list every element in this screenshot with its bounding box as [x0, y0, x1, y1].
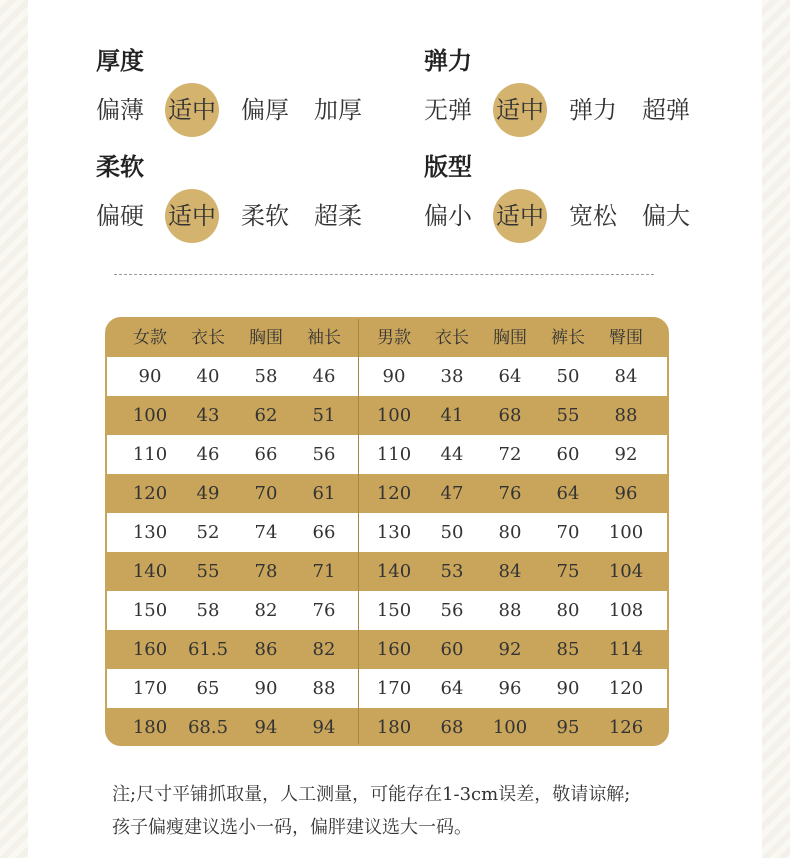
table-cell: 64 [440, 678, 464, 699]
attr-option: 偏小 [424, 202, 472, 230]
table-cell: 47 [440, 483, 464, 504]
attr-group-elasticity [424, 46, 690, 138]
table-cell: 40 [196, 366, 220, 387]
table-cell: 84 [614, 366, 638, 387]
attr-group-softness [96, 152, 362, 244]
table-cell: 140 [132, 561, 168, 582]
header-cell: 胸围 [493, 328, 527, 348]
table-cell: 46 [312, 366, 336, 387]
table-cell: 44 [440, 444, 464, 465]
table-cell: 38 [440, 366, 464, 387]
table-cell: 88 [312, 678, 336, 699]
table-cell: 160 [132, 639, 168, 660]
table-cell: 100 [132, 405, 168, 426]
attr-option-selected: 适中 [496, 82, 544, 138]
table-cell: 88 [498, 600, 522, 621]
table-cell: 41 [440, 405, 464, 426]
table-cell: 82 [312, 639, 336, 660]
header-cell: 女款 [133, 328, 167, 348]
table-cell: 53 [440, 561, 464, 582]
attr-option-selected: 适中 [496, 188, 544, 244]
table-cell: 68.5 [187, 717, 229, 738]
attr-option: 无弹 [424, 96, 472, 124]
attr-option: 超弹 [642, 96, 690, 124]
header-cell: 裤长 [551, 328, 585, 348]
table-row [107, 669, 667, 708]
table-cell: 170 [376, 678, 412, 699]
table-cell: 90 [254, 678, 278, 699]
table-cell: 120 [376, 483, 412, 504]
size-note [112, 778, 630, 844]
table-row [107, 513, 667, 552]
attr-option: 宽松 [569, 202, 617, 230]
attr-option: 偏硬 [96, 202, 144, 230]
attr-title: 弹力 [424, 47, 472, 75]
table-cell: 75 [556, 561, 580, 582]
table-cell: 80 [498, 522, 522, 543]
table-row [107, 708, 667, 746]
table-cell: 150 [376, 600, 412, 621]
table-cell: 61 [312, 483, 336, 504]
attr-title: 厚度 [96, 47, 144, 75]
attr-option-selected: 适中 [168, 82, 216, 138]
table-cell: 56 [440, 600, 464, 621]
table-cell: 55 [196, 561, 220, 582]
table-cell: 150 [132, 600, 168, 621]
table-cell: 92 [498, 639, 522, 660]
table-row [107, 396, 667, 435]
table-row [107, 474, 667, 513]
table-cell: 64 [556, 483, 580, 504]
size-table [105, 317, 669, 746]
table-cell: 94 [254, 717, 278, 738]
table-header [107, 319, 667, 357]
table-cell: 71 [312, 561, 336, 582]
header-cell: 男款 [377, 328, 411, 348]
table-cell: 58 [254, 366, 278, 387]
table-cell: 110 [132, 444, 168, 465]
note-line-2: 孩子偏瘦建议选小一码，偏胖建议选大一码。 [112, 817, 472, 838]
table-cell: 90 [556, 678, 580, 699]
table-cell: 90 [138, 366, 162, 387]
table-cell: 61.5 [187, 639, 229, 660]
table-cell: 70 [556, 522, 580, 543]
table-cell: 88 [614, 405, 638, 426]
attr-title: 版型 [424, 153, 472, 181]
table-cell: 92 [614, 444, 638, 465]
table-cell: 96 [498, 678, 522, 699]
note-line-1: 注;尺寸平铺抓取量，人工测量，可能存在1-3cm误差，敬请谅解; [112, 784, 631, 805]
table-cell: 108 [608, 600, 644, 621]
table-row [107, 630, 667, 669]
attr-option: 加厚 [314, 96, 362, 124]
table-cell: 180 [132, 717, 168, 738]
table-cell: 90 [382, 366, 406, 387]
attr-options [96, 188, 362, 244]
table-cell: 126 [608, 717, 644, 738]
table-cell: 60 [440, 639, 464, 660]
table-cell: 74 [254, 522, 278, 543]
table-cell: 100 [608, 522, 644, 543]
table-cell: 66 [312, 522, 336, 543]
dashed-divider [114, 274, 654, 275]
attr-title: 柔软 [96, 153, 144, 181]
table-cell: 95 [556, 717, 580, 738]
right-pattern-border [762, 0, 790, 858]
table-cell: 100 [376, 405, 412, 426]
table-cell: 68 [440, 717, 464, 738]
attr-option: 偏薄 [96, 96, 144, 124]
table-cell: 49 [196, 483, 220, 504]
left-pattern-border [0, 0, 28, 858]
table-row [107, 435, 667, 474]
header-cell: 衣长 [191, 328, 225, 348]
table-row [107, 552, 667, 591]
header-cell: 衣长 [435, 328, 469, 348]
header-cell: 臀围 [609, 328, 643, 348]
table-cell: 50 [556, 366, 580, 387]
table-cell: 114 [608, 639, 644, 660]
table-cell: 104 [608, 561, 644, 582]
table-cell: 120 [132, 483, 168, 504]
table-cell: 100 [492, 717, 528, 738]
attr-options [424, 188, 690, 244]
table-cell: 64 [498, 366, 522, 387]
attr-options [96, 82, 362, 138]
table-row [107, 357, 667, 396]
table-cell: 50 [440, 522, 464, 543]
table-cell: 94 [312, 717, 336, 738]
table-cell: 66 [254, 444, 278, 465]
attr-option: 超柔 [314, 202, 362, 230]
table-cell: 70 [254, 483, 278, 504]
attr-options [424, 82, 690, 138]
table-cell: 82 [254, 600, 278, 621]
table-cell: 60 [556, 444, 580, 465]
header-cell: 袖长 [307, 328, 341, 348]
table-cell: 80 [556, 600, 580, 621]
table-cell: 62 [254, 405, 278, 426]
attr-option: 偏大 [642, 202, 690, 230]
attr-group-fit [424, 152, 690, 244]
table-cell: 130 [376, 522, 412, 543]
table-cell: 72 [498, 444, 522, 465]
table-cell: 55 [556, 405, 580, 426]
table-cell: 43 [196, 405, 220, 426]
table-cell: 65 [196, 678, 220, 699]
attr-option: 柔软 [241, 202, 289, 230]
table-cell: 160 [376, 639, 412, 660]
table-cell: 58 [196, 600, 220, 621]
table-row [107, 591, 667, 630]
table-cell: 120 [608, 678, 644, 699]
table-cell: 140 [376, 561, 412, 582]
table-cell: 130 [132, 522, 168, 543]
table-center-divider [358, 319, 359, 744]
table-cell: 68 [498, 405, 522, 426]
table-cell: 76 [312, 600, 336, 621]
table-cell: 76 [498, 483, 522, 504]
table-cell: 56 [312, 444, 336, 465]
table-cell: 84 [498, 561, 522, 582]
table-cell: 180 [376, 717, 412, 738]
table-cell: 46 [196, 444, 220, 465]
table-cell: 52 [196, 522, 220, 543]
table-cell: 110 [376, 444, 412, 465]
table-cell: 51 [312, 405, 336, 426]
table-cell: 78 [254, 561, 278, 582]
attr-group-thickness [96, 46, 362, 138]
attr-option: 偏厚 [241, 96, 289, 124]
table-cell: 85 [556, 639, 580, 660]
table-cell: 96 [614, 483, 638, 504]
table-cell: 170 [132, 678, 168, 699]
table-cell: 86 [254, 639, 278, 660]
header-cell: 胸围 [249, 328, 283, 348]
attr-option-selected: 适中 [168, 188, 216, 244]
attr-option: 弹力 [569, 96, 617, 124]
